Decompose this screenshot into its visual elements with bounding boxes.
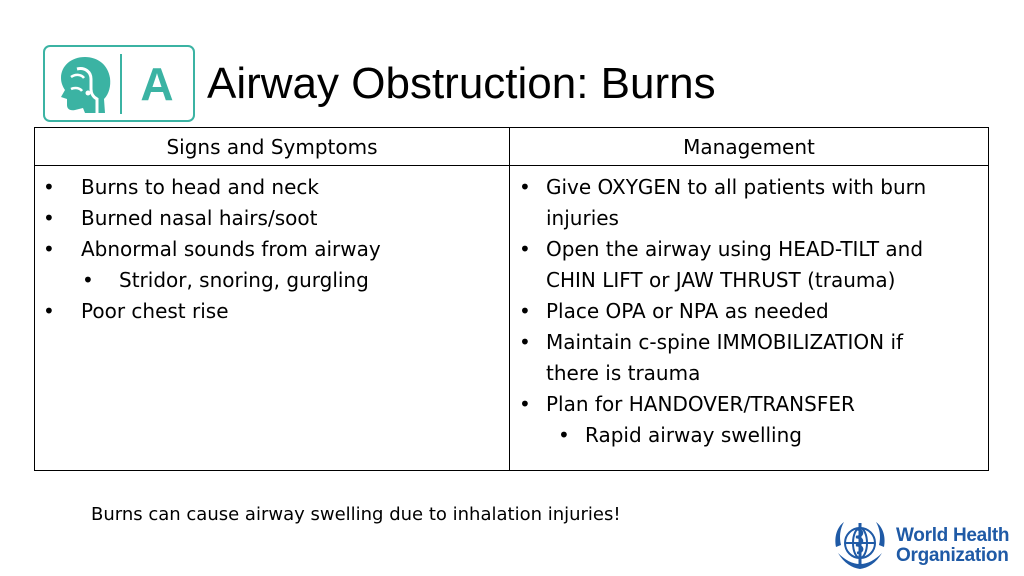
airway-head-icon (55, 55, 111, 113)
airway-table (34, 127, 989, 471)
page-title: Airway Obstruction: Burns (207, 59, 716, 108)
management-text: Give OXYGEN to all patients with burn (546, 175, 927, 199)
management-item (510, 420, 988, 451)
management-item (510, 296, 988, 327)
bullet-dot: • (43, 299, 55, 323)
management-item (510, 203, 988, 234)
who-name-line1: World Health (896, 525, 1010, 546)
management-text: Open the airway using HEAD-TILT and (546, 237, 924, 261)
who-wordmark (896, 526, 1009, 566)
who-logo (830, 517, 1020, 573)
bullet-dot: • (43, 237, 55, 261)
bullet-dot: • (43, 206, 55, 230)
header-management: Management (510, 128, 989, 166)
management-list (510, 172, 988, 451)
bullet-dot: • (519, 175, 531, 199)
bullet-dot: • (519, 330, 531, 354)
bullet-dot: • (82, 268, 94, 292)
sign-item (35, 296, 509, 327)
bullet-dot: • (519, 237, 531, 261)
who-name-line2: Organization (896, 545, 1009, 566)
bullet-dot: • (43, 175, 55, 199)
airway-badge (43, 45, 195, 122)
management-item (510, 172, 988, 203)
sign-text: Abnormal sounds from airway (81, 237, 381, 261)
management-text: there is trauma (546, 361, 701, 385)
management-item (510, 234, 988, 265)
bullet-dot: • (558, 423, 570, 447)
sign-item (35, 265, 509, 296)
badge-letter: A (140, 58, 174, 110)
sign-item (35, 234, 509, 265)
badge-divider (120, 54, 122, 114)
management-item (510, 265, 988, 296)
header-signs: Signs and Symptoms (35, 128, 510, 166)
management-text: Plan for HANDOVER/TRANSFER (546, 392, 855, 416)
sign-text: Stridor, snoring, gurgling (119, 268, 369, 292)
management-text: Maintain c-spine IMMOBILIZATION if (546, 330, 904, 354)
sign-item (35, 172, 509, 203)
signs-cell (35, 166, 510, 471)
bullet-dot: • (519, 299, 531, 323)
management-item (510, 358, 988, 389)
footnote: Burns can cause airway swelling due to inhalation injuries! (91, 504, 621, 525)
sign-text: Poor chest rise (81, 299, 229, 323)
management-text: CHIN LIFT or JAW THRUST (trauma) (546, 268, 896, 292)
sign-item (35, 203, 509, 234)
management-text: Rapid airway swelling (585, 423, 802, 447)
management-text: injuries (546, 206, 619, 230)
signs-list (35, 172, 509, 327)
management-cell (510, 166, 989, 471)
management-item (510, 327, 988, 358)
sign-text: Burns to head and neck (81, 175, 319, 199)
management-text: Place OPA or NPA as needed (546, 299, 829, 323)
bullet-dot: • (519, 392, 531, 416)
management-item (510, 389, 988, 420)
who-emblem-icon (830, 517, 890, 573)
sign-text: Burned nasal hairs/soot (81, 206, 318, 230)
